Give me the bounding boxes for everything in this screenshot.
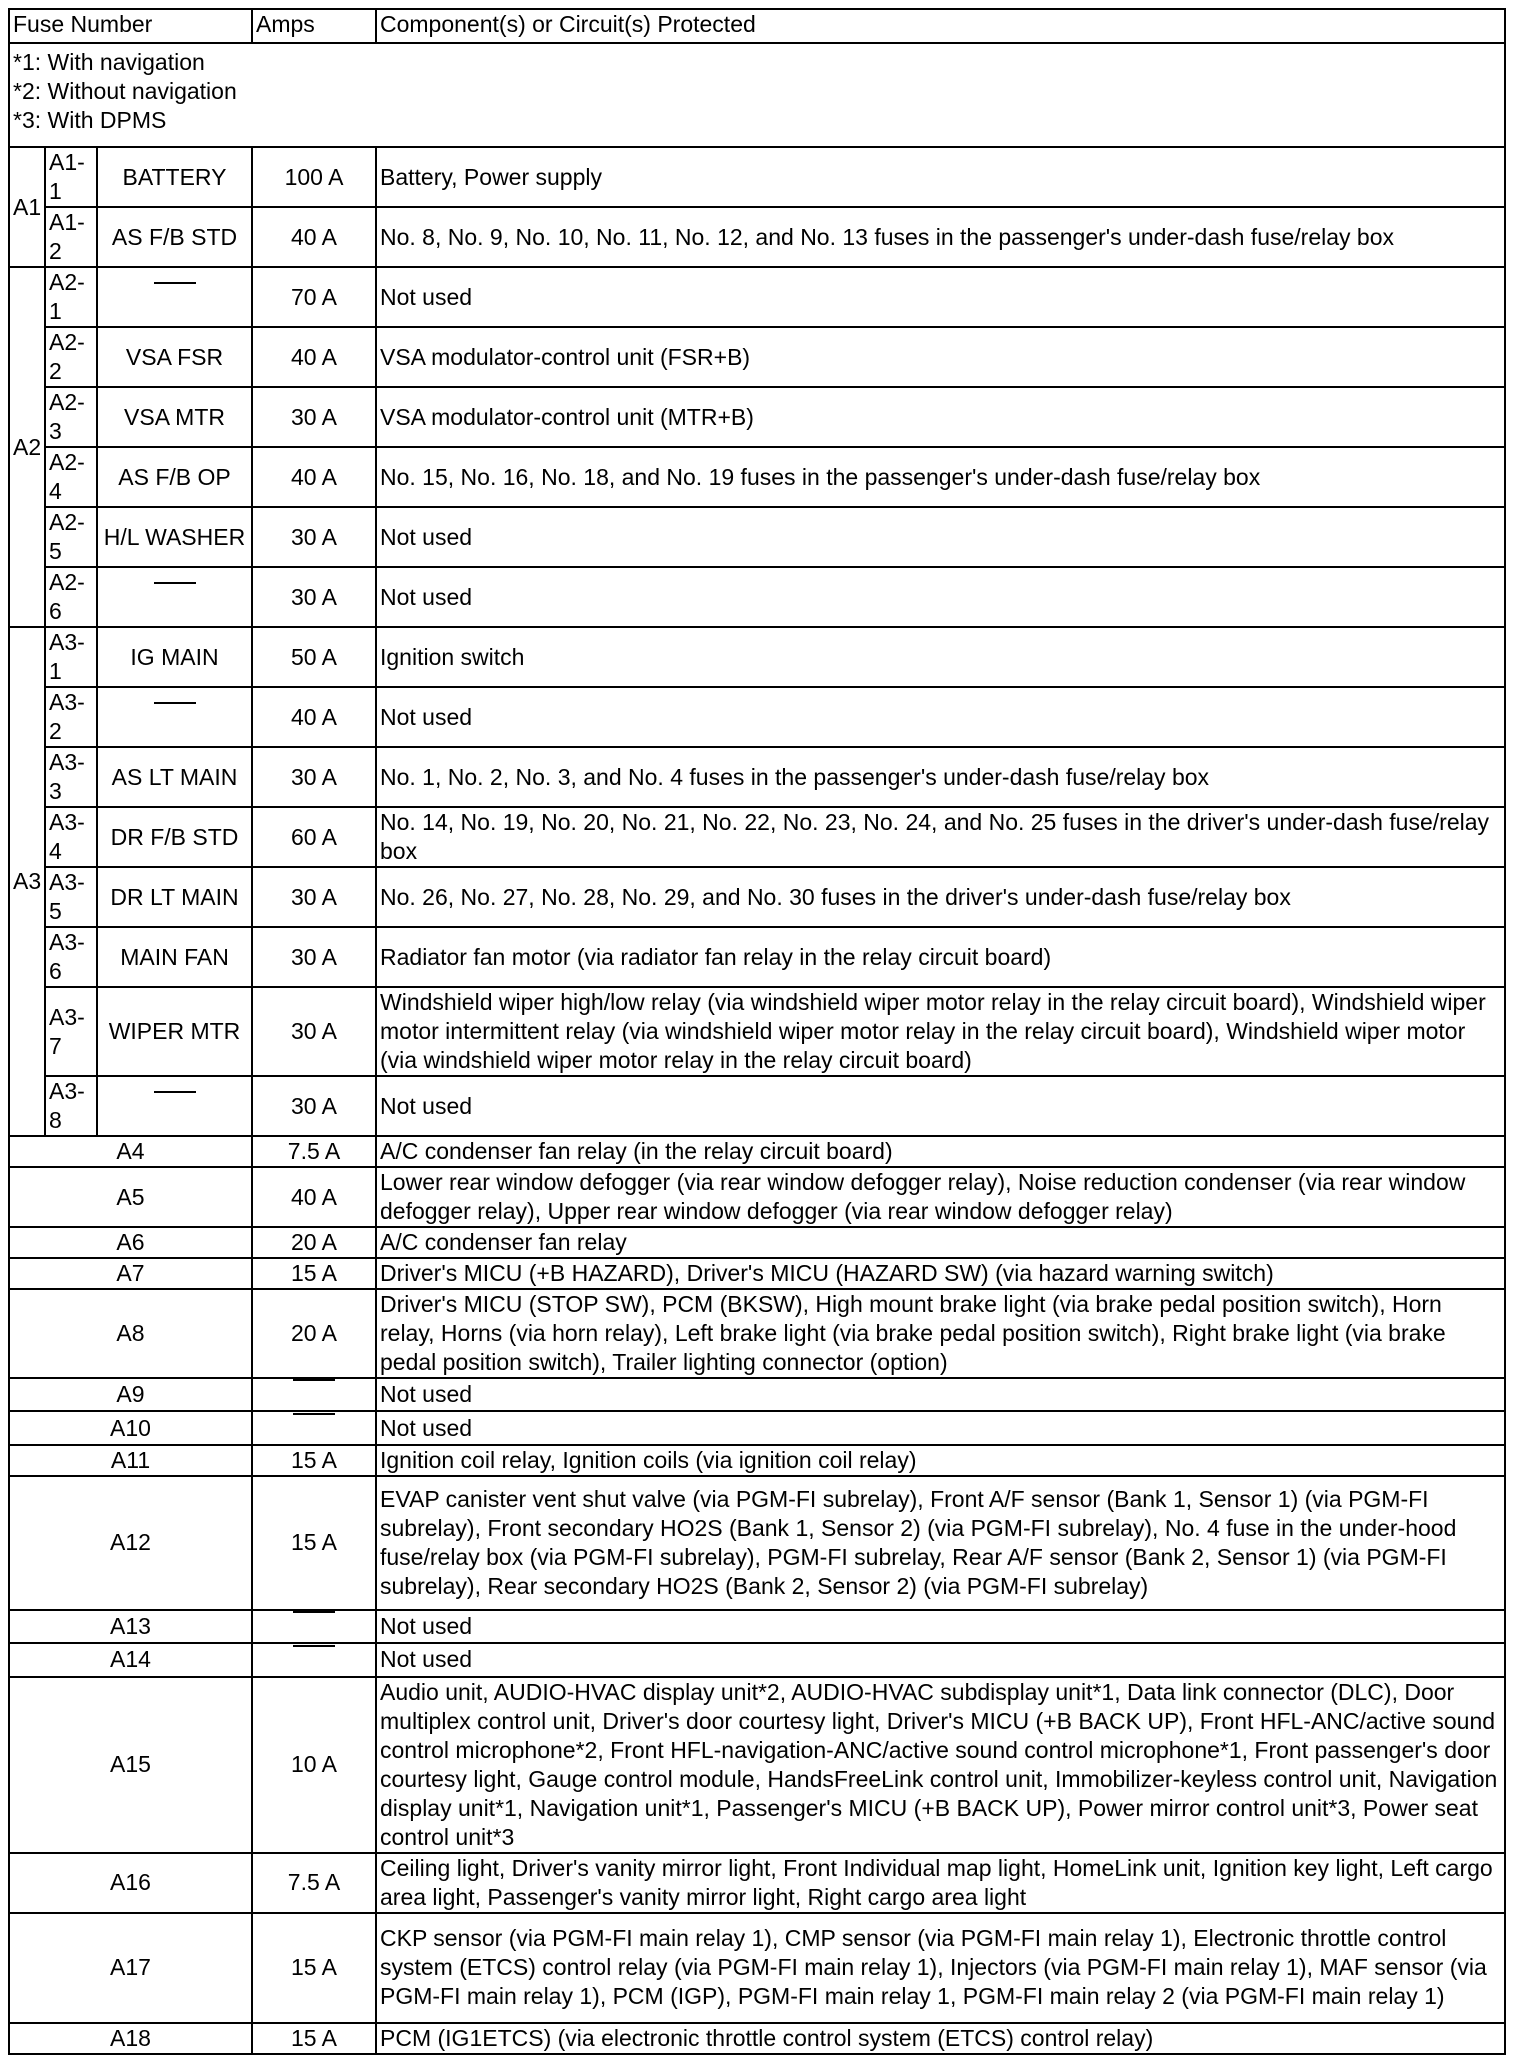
fuse-component: Lower rear window defogger (via rear window defogger relay), Noise reduction condenser (via rear window defogger relay), Upper rear window defogger (via rear window defogger relay) xyxy=(376,1167,1505,1227)
fuse-amps: 15 A xyxy=(252,1445,376,1476)
fuse-sub-number: A2-4 xyxy=(45,447,97,507)
fuse-number: A15 xyxy=(9,1677,252,1853)
fuse-component: EVAP canister vent shut valve (via PGM-FI subrelay), Front A/F sensor (Bank 1, Sensor 1) (via PGM-FI subrelay), Front secondary HO2S (Bank 1, Sensor 2) (via PGM-FI subrelay), No. 4 fuse in the under-hood fuse/relay box (via PGM-FI subrelay), PGM-FI subrelay, Rear A/F sensor (Bank 2, Sensor 1) (via PGM-FI subrelay), Rear secondary HO2S (Bank 2, Sensor 2) (via PGM-FI subrelay) xyxy=(376,1476,1505,1610)
fuse-row xyxy=(9,1476,1505,1610)
fuse-row xyxy=(9,147,1505,207)
fuse-row xyxy=(9,447,1505,507)
fuse-amps: 40 A xyxy=(252,327,376,387)
fuse-component: A/C condenser fan relay (in the relay circuit board) xyxy=(376,1136,1505,1167)
fuse-component: A/C condenser fan relay xyxy=(376,1227,1505,1258)
header-amps: Amps xyxy=(252,9,376,43)
fuse-amps: 40 A xyxy=(252,447,376,507)
notes-row xyxy=(9,43,1505,147)
fuse-label: AS LT MAIN xyxy=(97,747,252,807)
fuse-amps: 15 A xyxy=(252,1913,376,2023)
fuse-amps xyxy=(252,1643,376,1676)
fuse-sub-number: A2-3 xyxy=(45,387,97,447)
fuse-row xyxy=(9,1136,1505,1167)
fuse-component: Not used xyxy=(376,1610,1505,1643)
fuse-row xyxy=(9,1167,1505,1227)
fuse-sub-number: A3-5 xyxy=(45,867,97,927)
dash-mark xyxy=(293,1379,335,1410)
fuse-component: Ceiling light, Driver's vanity mirror light, Front Individual map light, HomeLink unit, Ignition key light, Left cargo area light, Passenger's vanity mirror light, Right cargo area light xyxy=(376,1853,1505,1913)
fuse-row xyxy=(9,987,1505,1076)
fuse-number: A6 xyxy=(9,1227,252,1258)
fuse-label: DR F/B STD xyxy=(97,807,252,867)
fuse-amps: 30 A xyxy=(252,387,376,447)
fuse-sub-number: A3-3 xyxy=(45,747,97,807)
dash-mark xyxy=(154,1091,196,1122)
fuse-amps xyxy=(252,1610,376,1643)
fuse-row xyxy=(9,267,1505,327)
fuse-label: WIPER MTR xyxy=(97,987,252,1076)
fuse-amps: 100 A xyxy=(252,147,376,207)
fuse-row xyxy=(9,2023,1505,2054)
footnote: *2: Without navigation xyxy=(13,78,237,104)
dash-mark xyxy=(293,1413,335,1444)
fuse-amps xyxy=(252,1378,376,1411)
fuse-sub-number: A2-2 xyxy=(45,327,97,387)
fuse-amps: 30 A xyxy=(252,567,376,627)
fuse-table xyxy=(8,8,1506,2055)
fuse-label: MAIN FAN xyxy=(97,927,252,987)
fuse-sub-number: A2-6 xyxy=(45,567,97,627)
fuse-sub-number: A3-4 xyxy=(45,807,97,867)
fuse-sub-number: A1-1 xyxy=(45,147,97,207)
fuse-amps: 30 A xyxy=(252,1076,376,1136)
fuse-label xyxy=(97,567,252,627)
fuse-component: Driver's MICU (STOP SW), PCM (BKSW), High mount brake light (via brake pedal position switch), Horn relay, Horns (via horn relay), Left brake light (via brake pedal position switch), Right brake light (via brake pedal position switch), Trailer lighting connector (option) xyxy=(376,1289,1505,1378)
fuse-component: Radiator fan motor (via radiator fan relay in the relay circuit board) xyxy=(376,927,1505,987)
fuse-row xyxy=(9,1610,1505,1643)
fuse-label xyxy=(97,1076,252,1136)
fuse-group-id: A2 xyxy=(9,267,45,627)
fuse-amps: 20 A xyxy=(252,1289,376,1378)
fuse-component: Driver's MICU (+B HAZARD), Driver's MICU (HAZARD SW) (via hazard warning switch) xyxy=(376,1258,1505,1289)
fuse-number: A4 xyxy=(9,1136,252,1167)
fuse-row xyxy=(9,1853,1505,1913)
fuse-sub-number: A2-1 xyxy=(45,267,97,327)
fuse-component: Not used xyxy=(376,1378,1505,1411)
fuse-amps: 15 A xyxy=(252,1476,376,1610)
fuse-group-id: A1 xyxy=(9,147,45,267)
dash-mark xyxy=(154,282,196,313)
fuse-sub-number: A3-2 xyxy=(45,687,97,747)
fuse-row xyxy=(9,687,1505,747)
fuse-component: No. 8, No. 9, No. 10, No. 11, No. 12, and No. 13 fuses in the passenger's under-dash fuse/relay box xyxy=(376,207,1505,267)
fuse-amps: 15 A xyxy=(252,1258,376,1289)
fuse-amps: 60 A xyxy=(252,807,376,867)
fuse-component: PCM (IG1ETCS) (via electronic throttle control system (ETCS) control relay) xyxy=(376,2023,1505,2054)
fuse-amps: 30 A xyxy=(252,927,376,987)
fuse-amps: 40 A xyxy=(252,687,376,747)
fuse-row xyxy=(9,927,1505,987)
fuse-number: A13 xyxy=(9,1610,252,1643)
fuse-component: No. 14, No. 19, No. 20, No. 21, No. 22, No. 23, No. 24, and No. 25 fuses in the driver's under-dash fuse/relay box xyxy=(376,807,1505,867)
dash-mark xyxy=(293,1645,335,1676)
fuse-component: VSA modulator-control unit (MTR+B) xyxy=(376,387,1505,447)
fuse-number: A16 xyxy=(9,1853,252,1913)
fuse-amps: 70 A xyxy=(252,267,376,327)
fuse-row xyxy=(9,1289,1505,1378)
footnotes xyxy=(9,43,1505,147)
fuse-row xyxy=(9,627,1505,687)
fuse-component: No. 15, No. 16, No. 18, and No. 19 fuses in the passenger's under-dash fuse/relay box xyxy=(376,447,1505,507)
fuse-label: IG MAIN xyxy=(97,627,252,687)
fuse-component: Not used xyxy=(376,267,1505,327)
fuse-amps: 20 A xyxy=(252,1227,376,1258)
fuse-group-id: A3 xyxy=(9,627,45,1136)
fuse-number: A18 xyxy=(9,2023,252,2054)
fuse-label: DR LT MAIN xyxy=(97,867,252,927)
fuse-component: Not used xyxy=(376,687,1505,747)
fuse-sub-number: A3-7 xyxy=(45,987,97,1076)
fuse-row xyxy=(9,1258,1505,1289)
fuse-row xyxy=(9,567,1505,627)
fuse-amps: 30 A xyxy=(252,747,376,807)
fuse-number: A14 xyxy=(9,1643,252,1676)
fuse-row xyxy=(9,327,1505,387)
fuse-number: A10 xyxy=(9,1411,252,1444)
fuse-label: AS F/B OP xyxy=(97,447,252,507)
fuse-component: Battery, Power supply xyxy=(376,147,1505,207)
fuse-row xyxy=(9,507,1505,567)
header-fuse-number: Fuse Number xyxy=(9,9,252,43)
fuse-sub-number: A1-2 xyxy=(45,207,97,267)
fuse-component: Not used xyxy=(376,507,1505,567)
fuse-amps: 40 A xyxy=(252,1167,376,1227)
fuse-component: Windshield wiper high/low relay (via windshield wiper motor relay in the relay circuit board), Windshield wiper motor intermittent relay (via windshield wiper motor relay in the relay circuit board), Windshield wiper motor (via windshield wiper motor relay in the relay circuit board) xyxy=(376,987,1505,1076)
fuse-row xyxy=(9,1227,1505,1258)
fuse-amps: 30 A xyxy=(252,507,376,567)
fuse-label: VSA FSR xyxy=(97,327,252,387)
fuse-amps: 30 A xyxy=(252,867,376,927)
fuse-component: Ignition coil relay, Ignition coils (via ignition coil relay) xyxy=(376,1445,1505,1476)
fuse-row xyxy=(9,747,1505,807)
fuse-component: CKP sensor (via PGM-FI main relay 1), CMP sensor (via PGM-FI main relay 1), Electronic throttle control system (ETCS) control relay (via PGM-FI main relay 1), Injectors (via PGM-FI main relay 1), MAF sensor (via PGM-FI main relay 1), PCM (IGP), PGM-FI main relay 1, PGM-FI main relay 2 (via PGM-FI main relay 1) xyxy=(376,1913,1505,2023)
fuse-row xyxy=(9,867,1505,927)
fuse-number: A9 xyxy=(9,1378,252,1411)
fuse-label: H/L WASHER xyxy=(97,507,252,567)
fuse-number: A17 xyxy=(9,1913,252,2023)
fuse-row xyxy=(9,207,1505,267)
fuse-sub-number: A3-6 xyxy=(45,927,97,987)
fuse-amps: 50 A xyxy=(252,627,376,687)
fuse-number: A12 xyxy=(9,1476,252,1610)
fuse-label: AS F/B STD xyxy=(97,207,252,267)
fuse-number: A5 xyxy=(9,1167,252,1227)
fuse-sub-number: A3-8 xyxy=(45,1076,97,1136)
fuse-row xyxy=(9,1677,1505,1853)
fuse-row xyxy=(9,1411,1505,1444)
fuse-component: VSA modulator-control unit (FSR+B) xyxy=(376,327,1505,387)
dash-mark xyxy=(154,702,196,733)
fuse-row xyxy=(9,1643,1505,1676)
fuse-row xyxy=(9,1913,1505,2023)
header-component: Component(s) or Circuit(s) Protected xyxy=(376,9,1505,43)
fuse-sub-number: A2-5 xyxy=(45,507,97,567)
dash-mark xyxy=(293,1611,335,1642)
fuse-number: A11 xyxy=(9,1445,252,1476)
fuse-amps xyxy=(252,1411,376,1444)
dash-mark xyxy=(154,582,196,613)
fuse-label: VSA MTR xyxy=(97,387,252,447)
fuse-component: No. 1, No. 2, No. 3, and No. 4 fuses in the passenger's under-dash fuse/relay box xyxy=(376,747,1505,807)
fuse-sub-number: A3-1 xyxy=(45,627,97,687)
fuse-row xyxy=(9,1378,1505,1411)
fuse-label xyxy=(97,267,252,327)
fuse-number: A7 xyxy=(9,1258,252,1289)
fuse-component: No. 26, No. 27, No. 28, No. 29, and No. 30 fuses in the driver's under-dash fuse/relay box xyxy=(376,867,1505,927)
footnote: *3: With DPMS xyxy=(13,107,167,133)
fuse-row xyxy=(9,1076,1505,1136)
fuse-amps: 40 A xyxy=(252,207,376,267)
fuse-row xyxy=(9,1445,1505,1476)
footnote: *1: With navigation xyxy=(13,49,205,75)
fuse-label: BATTERY xyxy=(97,147,252,207)
fuse-component: Not used xyxy=(376,1076,1505,1136)
fuse-row xyxy=(9,387,1505,447)
fuse-component: Audio unit, AUDIO-HVAC display unit*2, AUDIO-HVAC subdisplay unit*1, Data link connector (DLC), Door multiplex control unit, Driver's door courtesy light, Driver's MICU (+B BACK UP), Front HFL-ANC/active sound control microphone*2, Front HFL-navigation-ANC/active sound control microphone*1, Front passenger's door courtesy light, Gauge control module, HandsFreeLink control unit, Immobilizer-keyless control unit, Navigation display unit*1, Navigation unit*1, Passenger's MICU (+B BACK UP), Power mirror control unit*3, Power seat control unit*3 xyxy=(376,1677,1505,1853)
header-row xyxy=(9,9,1505,43)
fuse-amps: 15 A xyxy=(252,2023,376,2054)
fuse-label xyxy=(97,687,252,747)
fuse-component: Not used xyxy=(376,1411,1505,1444)
fuse-amps: 7.5 A xyxy=(252,1853,376,1913)
fuse-component: Not used xyxy=(376,1643,1505,1676)
fuse-row xyxy=(9,807,1505,867)
fuse-amps: 7.5 A xyxy=(252,1136,376,1167)
fuse-amps: 10 A xyxy=(252,1677,376,1853)
fuse-number: A8 xyxy=(9,1289,252,1378)
fuse-amps: 30 A xyxy=(252,987,376,1076)
fuse-component: Ignition switch xyxy=(376,627,1505,687)
fuse-component: Not used xyxy=(376,567,1505,627)
